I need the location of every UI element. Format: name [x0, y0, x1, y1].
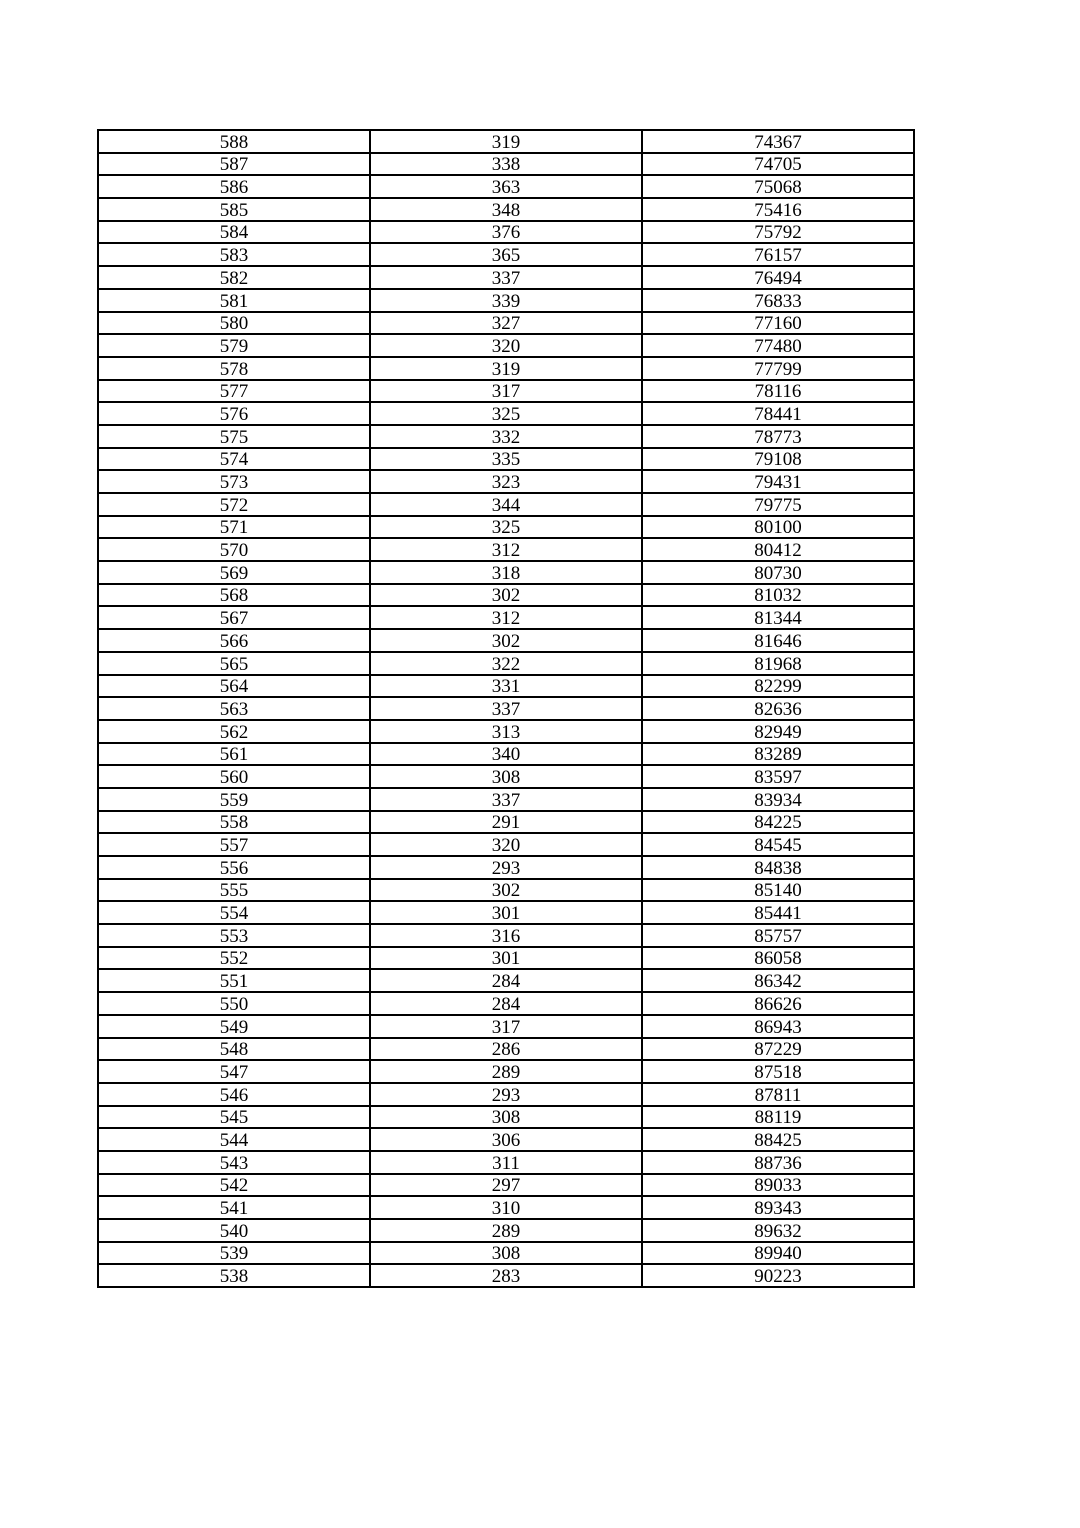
cumulative-cell: 82949 — [642, 720, 914, 743]
score-cell: 570 — [98, 538, 370, 561]
count-cell: 365 — [370, 243, 642, 266]
cumulative-cell: 82636 — [642, 697, 914, 720]
table-row — [98, 856, 914, 879]
table-row — [98, 175, 914, 198]
table-row — [98, 833, 914, 856]
cumulative-cell: 81344 — [642, 606, 914, 629]
table-body — [98, 130, 914, 1287]
score-cell: 550 — [98, 992, 370, 1015]
table-row — [98, 947, 914, 970]
cumulative-cell: 76157 — [642, 243, 914, 266]
score-cell: 562 — [98, 720, 370, 743]
count-cell: 332 — [370, 425, 642, 448]
score-cell: 539 — [98, 1242, 370, 1265]
count-cell: 284 — [370, 992, 642, 1015]
cumulative-cell: 88119 — [642, 1106, 914, 1129]
count-cell: 289 — [370, 1219, 642, 1242]
count-cell: 325 — [370, 516, 642, 539]
count-cell: 293 — [370, 856, 642, 879]
cumulative-cell: 85140 — [642, 879, 914, 902]
score-cell: 556 — [98, 856, 370, 879]
count-cell: 291 — [370, 811, 642, 834]
score-cell: 573 — [98, 470, 370, 493]
cumulative-cell: 85757 — [642, 924, 914, 947]
score-cell: 569 — [98, 561, 370, 584]
count-cell: 311 — [370, 1151, 642, 1174]
table-row — [98, 1174, 914, 1197]
score-cell: 543 — [98, 1151, 370, 1174]
count-cell: 363 — [370, 175, 642, 198]
cumulative-cell: 79431 — [642, 470, 914, 493]
cumulative-cell: 77480 — [642, 334, 914, 357]
count-cell: 301 — [370, 947, 642, 970]
cumulative-cell: 87229 — [642, 1038, 914, 1061]
cumulative-cell: 78441 — [642, 402, 914, 425]
table-row — [98, 652, 914, 675]
score-cell: 560 — [98, 765, 370, 788]
count-cell: 317 — [370, 380, 642, 403]
table-row — [98, 901, 914, 924]
score-cell: 564 — [98, 675, 370, 698]
table-row — [98, 493, 914, 516]
score-cell: 586 — [98, 175, 370, 198]
count-cell: 331 — [370, 675, 642, 698]
table-row — [98, 992, 914, 1015]
count-cell: 306 — [370, 1128, 642, 1151]
cumulative-cell: 75068 — [642, 175, 914, 198]
score-cell: 571 — [98, 516, 370, 539]
table-row — [98, 1083, 914, 1106]
count-cell: 308 — [370, 765, 642, 788]
cumulative-cell: 86943 — [642, 1015, 914, 1038]
cumulative-cell: 79108 — [642, 448, 914, 471]
count-cell: 313 — [370, 720, 642, 743]
table-row — [98, 1060, 914, 1083]
table-row — [98, 470, 914, 493]
table-row — [98, 130, 914, 153]
count-cell: 339 — [370, 289, 642, 312]
count-cell: 302 — [370, 879, 642, 902]
cumulative-cell: 80412 — [642, 538, 914, 561]
cumulative-cell: 83934 — [642, 788, 914, 811]
table-row — [98, 538, 914, 561]
table-row — [98, 879, 914, 902]
table-row — [98, 516, 914, 539]
count-cell: 322 — [370, 652, 642, 675]
table-row — [98, 243, 914, 266]
score-cell: 542 — [98, 1174, 370, 1197]
count-cell: 376 — [370, 221, 642, 244]
table-row — [98, 629, 914, 652]
score-cell: 578 — [98, 357, 370, 380]
score-cell: 549 — [98, 1015, 370, 1038]
cumulative-cell: 87811 — [642, 1083, 914, 1106]
count-cell: 286 — [370, 1038, 642, 1061]
cumulative-cell: 75416 — [642, 198, 914, 221]
count-cell: 308 — [370, 1106, 642, 1129]
score-cell: 579 — [98, 334, 370, 357]
count-cell: 308 — [370, 1242, 642, 1265]
score-cell: 557 — [98, 833, 370, 856]
table-row — [98, 1196, 914, 1219]
table-row — [98, 1151, 914, 1174]
count-cell: 338 — [370, 153, 642, 176]
score-cell: 563 — [98, 697, 370, 720]
score-cell: 554 — [98, 901, 370, 924]
table-row — [98, 198, 914, 221]
count-cell: 327 — [370, 312, 642, 335]
table-row — [98, 1128, 914, 1151]
score-cell: 559 — [98, 788, 370, 811]
count-cell: 289 — [370, 1060, 642, 1083]
cumulative-cell: 89343 — [642, 1196, 914, 1219]
count-cell: 293 — [370, 1083, 642, 1106]
score-cell: 551 — [98, 969, 370, 992]
table-row — [98, 1106, 914, 1129]
count-cell: 344 — [370, 493, 642, 516]
score-cell: 587 — [98, 153, 370, 176]
table-row — [98, 811, 914, 834]
score-cell: 575 — [98, 425, 370, 448]
cumulative-cell: 88425 — [642, 1128, 914, 1151]
count-cell: 316 — [370, 924, 642, 947]
count-cell: 320 — [370, 833, 642, 856]
table-row — [98, 561, 914, 584]
count-cell: 283 — [370, 1264, 642, 1287]
table-row — [98, 312, 914, 335]
score-cell: 541 — [98, 1196, 370, 1219]
table-row — [98, 425, 914, 448]
score-cell: 553 — [98, 924, 370, 947]
table-row — [98, 720, 914, 743]
cumulative-cell: 74705 — [642, 153, 914, 176]
cumulative-cell: 80100 — [642, 516, 914, 539]
count-cell: 335 — [370, 448, 642, 471]
table-row — [98, 289, 914, 312]
cumulative-cell: 86058 — [642, 947, 914, 970]
score-cell: 538 — [98, 1264, 370, 1287]
table-row — [98, 402, 914, 425]
cumulative-cell: 81032 — [642, 584, 914, 607]
table-row — [98, 221, 914, 244]
count-cell: 337 — [370, 697, 642, 720]
table-row — [98, 1015, 914, 1038]
score-cell: 576 — [98, 402, 370, 425]
score-cell: 582 — [98, 266, 370, 289]
table-row — [98, 584, 914, 607]
count-cell: 302 — [370, 629, 642, 652]
table-row — [98, 448, 914, 471]
cumulative-cell: 74367 — [642, 130, 914, 153]
table-row — [98, 675, 914, 698]
cumulative-cell: 84225 — [642, 811, 914, 834]
count-cell: 318 — [370, 561, 642, 584]
cumulative-cell: 77160 — [642, 312, 914, 335]
cumulative-cell: 88736 — [642, 1151, 914, 1174]
cumulative-cell: 81646 — [642, 629, 914, 652]
table-row — [98, 924, 914, 947]
table-row — [98, 765, 914, 788]
table-row — [98, 606, 914, 629]
cumulative-cell: 76494 — [642, 266, 914, 289]
count-cell: 348 — [370, 198, 642, 221]
score-cell: 581 — [98, 289, 370, 312]
score-cell: 546 — [98, 1083, 370, 1106]
score-cell: 548 — [98, 1038, 370, 1061]
table-row — [98, 743, 914, 766]
score-cell: 565 — [98, 652, 370, 675]
count-cell: 337 — [370, 266, 642, 289]
count-cell: 284 — [370, 969, 642, 992]
score-cell: 547 — [98, 1060, 370, 1083]
count-cell: 301 — [370, 901, 642, 924]
table-row — [98, 153, 914, 176]
score-cell: 568 — [98, 584, 370, 607]
score-distribution-table — [97, 129, 915, 1288]
count-cell: 319 — [370, 357, 642, 380]
cumulative-cell: 78773 — [642, 425, 914, 448]
cumulative-cell: 89033 — [642, 1174, 914, 1197]
count-cell: 319 — [370, 130, 642, 153]
cumulative-cell: 82299 — [642, 675, 914, 698]
cumulative-cell: 76833 — [642, 289, 914, 312]
score-cell: 566 — [98, 629, 370, 652]
cumulative-cell: 85441 — [642, 901, 914, 924]
score-cell: 558 — [98, 811, 370, 834]
score-cell: 583 — [98, 243, 370, 266]
cumulative-cell: 89940 — [642, 1242, 914, 1265]
cumulative-cell: 83289 — [642, 743, 914, 766]
cumulative-cell: 84545 — [642, 833, 914, 856]
cumulative-cell: 81968 — [642, 652, 914, 675]
cumulative-cell: 75792 — [642, 221, 914, 244]
count-cell: 302 — [370, 584, 642, 607]
cumulative-cell: 90223 — [642, 1264, 914, 1287]
table-row — [98, 697, 914, 720]
table-row — [98, 380, 914, 403]
cumulative-cell: 80730 — [642, 561, 914, 584]
count-cell: 323 — [370, 470, 642, 493]
count-cell: 340 — [370, 743, 642, 766]
table-row — [98, 1038, 914, 1061]
count-cell: 320 — [370, 334, 642, 357]
table-row — [98, 969, 914, 992]
score-cell: 561 — [98, 743, 370, 766]
count-cell: 310 — [370, 1196, 642, 1219]
cumulative-cell: 87518 — [642, 1060, 914, 1083]
score-cell: 577 — [98, 380, 370, 403]
count-cell: 325 — [370, 402, 642, 425]
table-row — [98, 1219, 914, 1242]
cumulative-cell: 78116 — [642, 380, 914, 403]
cumulative-cell: 86626 — [642, 992, 914, 1015]
score-cell: 574 — [98, 448, 370, 471]
score-cell: 588 — [98, 130, 370, 153]
table-row — [98, 1264, 914, 1287]
cumulative-cell: 89632 — [642, 1219, 914, 1242]
table-row — [98, 1242, 914, 1265]
table-row — [98, 334, 914, 357]
table-row — [98, 266, 914, 289]
score-cell: 555 — [98, 879, 370, 902]
count-cell: 312 — [370, 606, 642, 629]
cumulative-cell: 83597 — [642, 765, 914, 788]
score-cell: 544 — [98, 1128, 370, 1151]
cumulative-cell: 79775 — [642, 493, 914, 516]
count-cell: 297 — [370, 1174, 642, 1197]
count-cell: 312 — [370, 538, 642, 561]
score-cell: 545 — [98, 1106, 370, 1129]
score-cell: 585 — [98, 198, 370, 221]
count-cell: 317 — [370, 1015, 642, 1038]
cumulative-cell: 77799 — [642, 357, 914, 380]
count-cell: 337 — [370, 788, 642, 811]
score-cell: 567 — [98, 606, 370, 629]
score-cell: 552 — [98, 947, 370, 970]
table-row — [98, 357, 914, 380]
score-cell: 580 — [98, 312, 370, 335]
cumulative-cell: 86342 — [642, 969, 914, 992]
table-row — [98, 788, 914, 811]
score-cell: 584 — [98, 221, 370, 244]
cumulative-cell: 84838 — [642, 856, 914, 879]
score-cell: 572 — [98, 493, 370, 516]
score-cell: 540 — [98, 1219, 370, 1242]
